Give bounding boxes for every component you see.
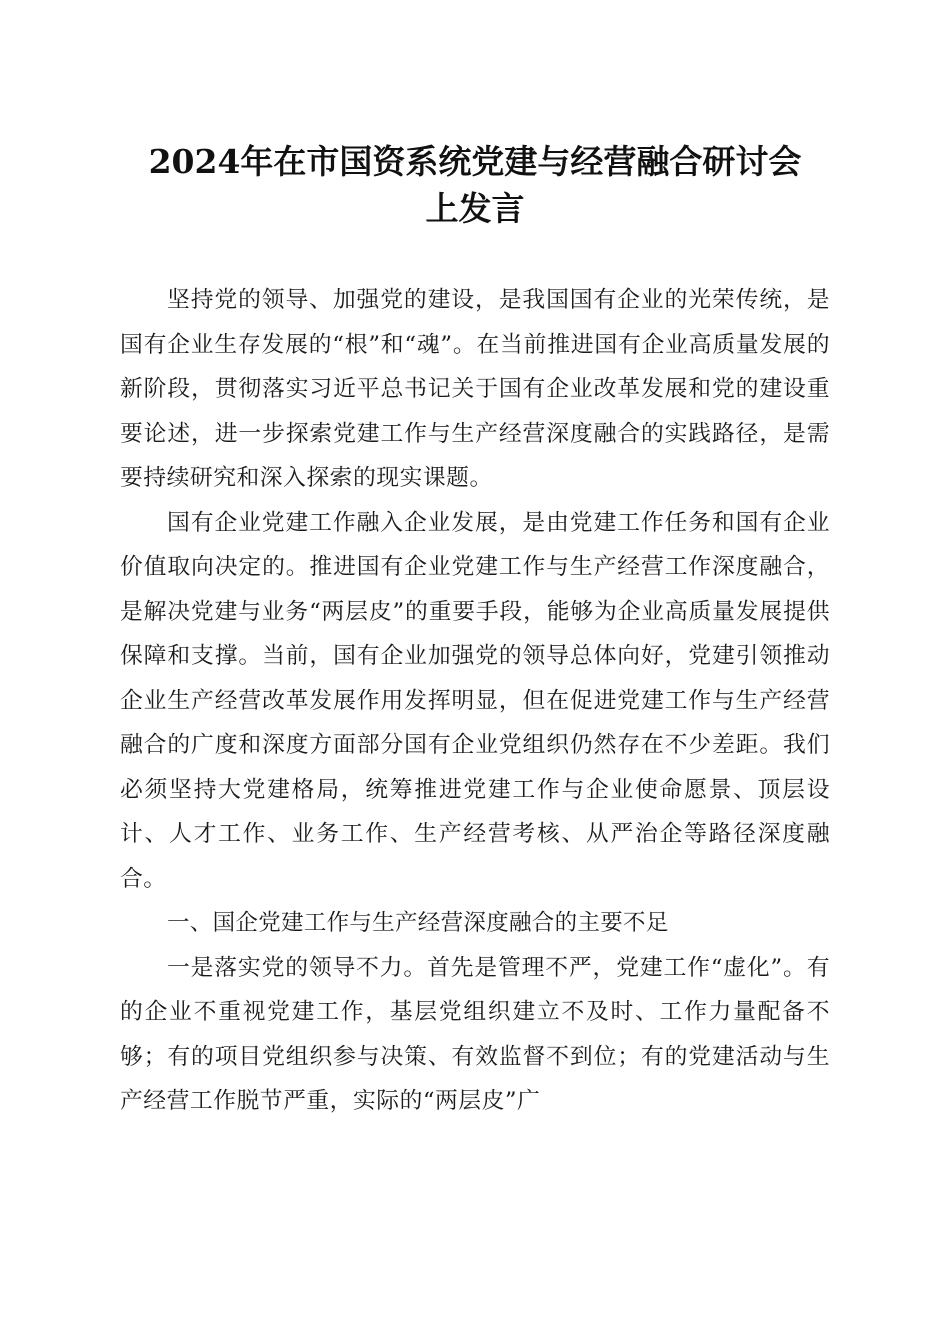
- title-line-2: 上发言: [425, 189, 525, 228]
- document-body: [120, 278, 830, 1124]
- document-title: [100, 138, 850, 232]
- paragraph-1: 坚持党的领导、加强党的建设，是我国国有企业的光荣传统，是国有企业生存发展的“根”和“魂”。在当前推进国有企业高质量发展的新阶段，贯彻落实习近平总书记关于国有企业改革发展和党的建设重要论述，进一步探索党建工作与生产经营深度融合的实践路径，是需要持续研究和深入探索的现实课题。: [120, 287, 830, 491]
- paragraph-3: 一是落实党的领导不力。首先是管理不严，党建工作“虚化”。有的企业不重视党建工作，基层党组织建立不及时、工作力量配备不够；有的项目党组织参与决策、有效监督不到位；有的党建活动与生产经营工作脱节严重，实际的“两层皮”广: [120, 954, 830, 1114]
- paragraph-2: 国有企业党建工作融入企业发展，是由党建工作任务和国有企业价值取向决定的。推进国有企业党建工作与生产经营工作深度融合，是解决党建与业务“两层皮”的重要手段，能够为企业高质量发展提供保障和支撑。当前，国有企业加强党的领导总体向好，党建引领推动企业生产经营改革发展作用发挥明显，但在促进党建工作与生产经营融合的广度和深度方面部分国有企业党组织仍然存在不少差距。我们必须坚持大党建格局，统筹推进党建工作与企业使命愿景、顶层设计、人才工作、业务工作、生产经营考核、从严治企等路径深度融合。: [120, 509, 830, 892]
- title-line-1: 2024年在市国资系统党建与经营融合研讨会: [148, 142, 802, 181]
- section-heading: 一、国企党建工作与生产经营深度融合的主要不足: [167, 910, 669, 936]
